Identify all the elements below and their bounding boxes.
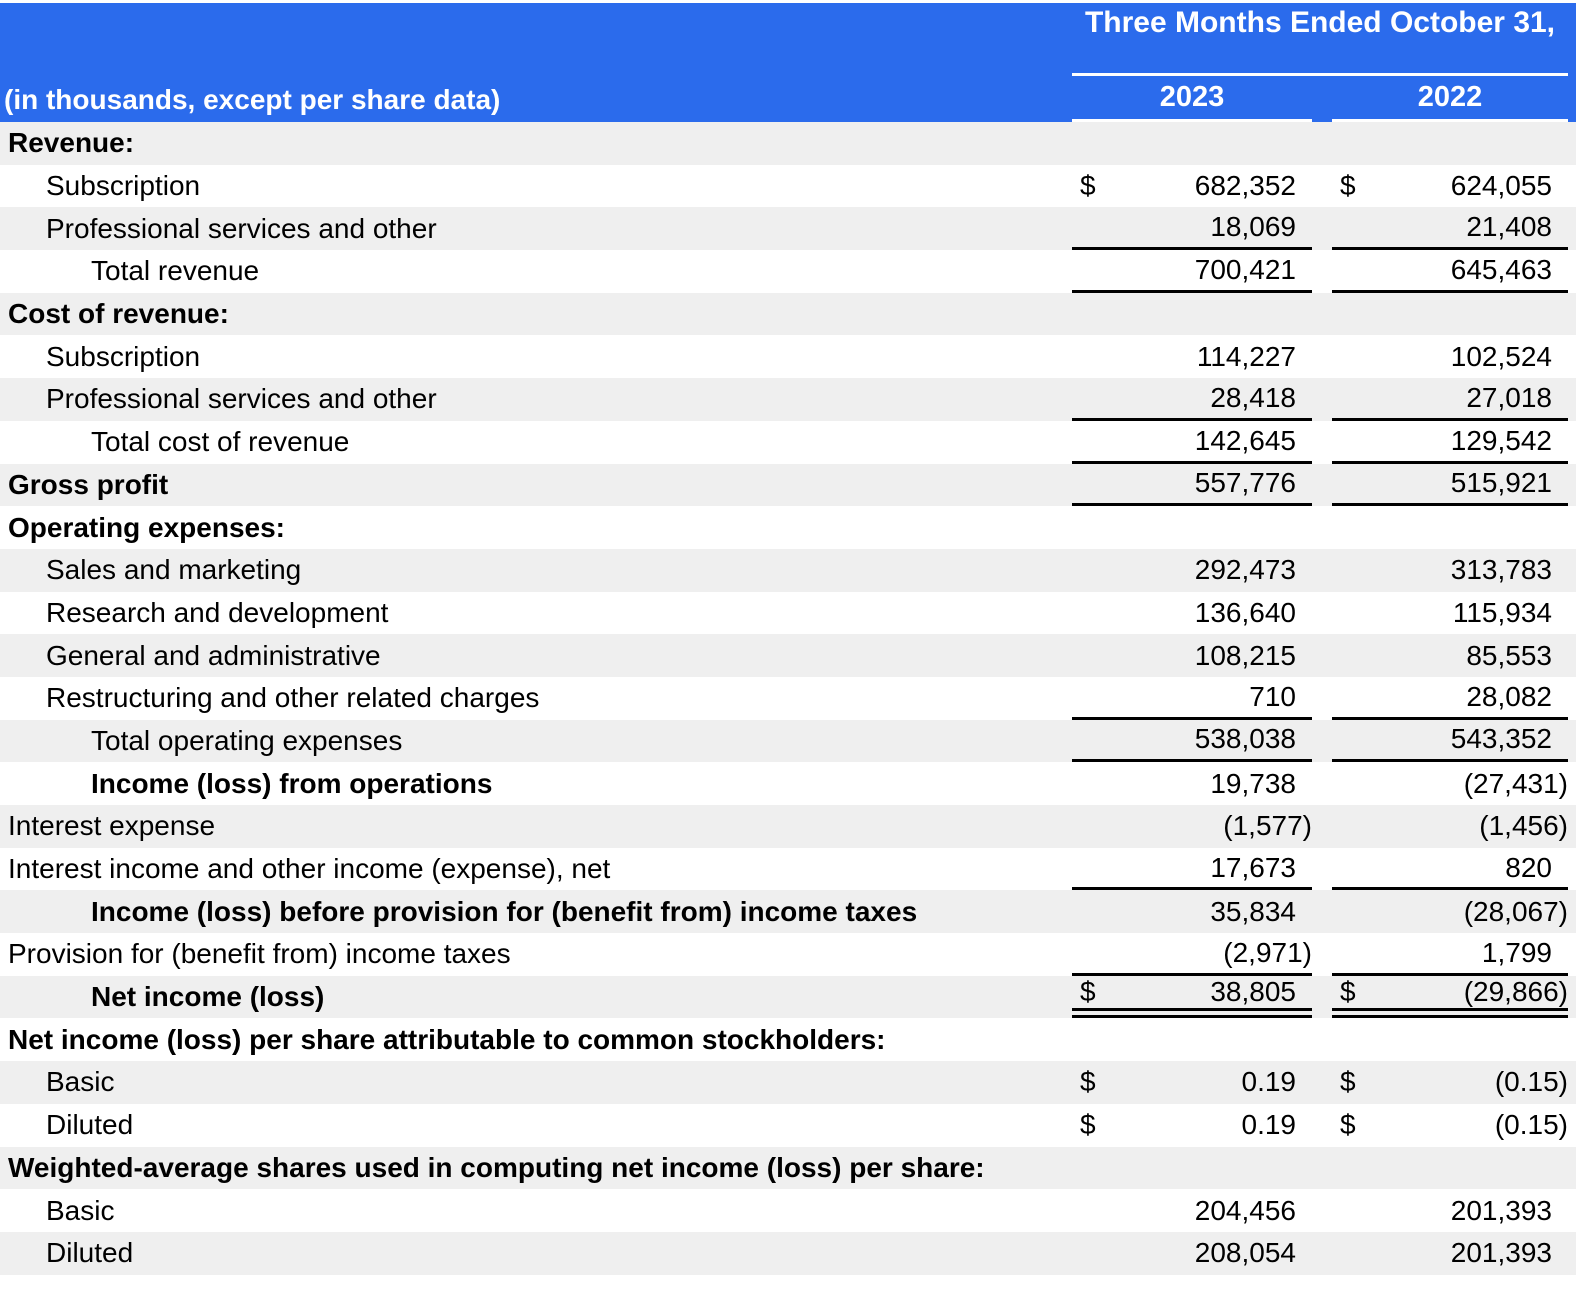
value-group-2023 (1072, 677, 1312, 720)
row-label: Total cost of revenue (91, 426, 350, 458)
value-2023: 682,352 (1194, 170, 1296, 202)
column-gap (1312, 1018, 1332, 1061)
table-row (0, 848, 1576, 891)
value-group-2022 (1332, 464, 1568, 507)
table-row (0, 805, 1576, 848)
table-row (0, 762, 1576, 805)
dollar-sign-2022: $ (1340, 170, 1356, 202)
value-group-2023 (1072, 762, 1312, 805)
table-row (0, 720, 1576, 763)
value-2022: (1,456) (1479, 810, 1568, 842)
row-label: Subscription (46, 340, 201, 372)
dollar-sign-2022: $ (1340, 976, 1356, 1008)
value-group-2023 (1072, 1104, 1312, 1147)
value-group-2022 (1332, 1061, 1568, 1104)
column-gap (1312, 207, 1332, 250)
header-period-columns (1072, 3, 1568, 122)
value-group-2023 (1072, 293, 1312, 336)
table-row (0, 890, 1576, 933)
row-label: Income (loss) before provision for (benefit from) income taxes (91, 895, 918, 927)
value-group-2022 (1332, 250, 1568, 293)
value-group-2023 (1072, 848, 1312, 891)
value-2022: (0.15) (1494, 1066, 1568, 1098)
value-2022: 129,542 (1450, 424, 1552, 456)
value-group-2023 (1072, 421, 1312, 464)
table-row (0, 1061, 1576, 1104)
column-gap (1312, 122, 1332, 165)
value-group-2023 (1072, 805, 1312, 848)
value-group-2022 (1332, 592, 1568, 635)
value-group-2022 (1332, 848, 1568, 891)
column-gap (1312, 848, 1332, 891)
value-group-2022 (1332, 976, 1568, 1019)
table-row (0, 250, 1576, 293)
value-group-2022 (1332, 1189, 1568, 1232)
row-label: Provision for (benefit from) income taxes (8, 938, 511, 970)
row-label: Basic (46, 1194, 115, 1226)
value-2022: 28,082 (1466, 680, 1552, 712)
table-row (0, 165, 1576, 208)
value-group-2023 (1072, 335, 1312, 378)
value-group-2022 (1332, 378, 1568, 421)
value-group-2023 (1072, 634, 1312, 677)
table-row (0, 1189, 1576, 1232)
dollar-sign-2023: $ (1080, 1066, 1096, 1098)
row-label: Interest expense (8, 810, 216, 842)
column-gap (1312, 1232, 1332, 1275)
column-gap (1312, 293, 1332, 336)
value-2022: 624,055 (1450, 170, 1552, 202)
value-group-2022 (1332, 1104, 1568, 1147)
value-2022: (0.15) (1494, 1109, 1568, 1141)
value-2023: 0.19 (1241, 1066, 1296, 1098)
value-group-2023 (1072, 720, 1312, 763)
value-2022: 820 (1505, 851, 1552, 883)
table-header (0, 3, 1576, 122)
value-group-2023 (1072, 549, 1312, 592)
value-group-2023 (1072, 122, 1312, 165)
value-group-2022 (1332, 506, 1568, 549)
year-headers (1072, 76, 1568, 122)
column-gap (1312, 165, 1332, 208)
year-header-2022: 2022 (1332, 76, 1568, 122)
value-2023: 114,227 (1196, 340, 1296, 372)
row-label: Professional services and other (46, 383, 437, 415)
value-2022: (29,866) (1463, 976, 1568, 1008)
value-group-2023 (1072, 1061, 1312, 1104)
table-row (0, 592, 1576, 635)
period-title: Three Months Ended October 31, (1084, 6, 1556, 39)
row-label: Net income (loss) per share attributable to common stockholders: (8, 1023, 886, 1055)
value-group-2022 (1332, 933, 1568, 976)
column-gap (1312, 1104, 1332, 1147)
row-label: Diluted (46, 1109, 134, 1141)
value-group-2023 (1072, 1232, 1312, 1275)
row-label: Income (loss) from operations (91, 767, 493, 799)
value-group-2022 (1332, 890, 1568, 933)
row-label: Basic (46, 1066, 115, 1098)
value-group-2022 (1332, 335, 1568, 378)
year-header-2023: 2023 (1072, 76, 1312, 122)
value-group-2022 (1332, 549, 1568, 592)
value-group-2022 (1332, 677, 1568, 720)
value-2022: 543,352 (1450, 723, 1552, 755)
table-row (0, 933, 1576, 976)
value-group-2023 (1072, 976, 1312, 1019)
row-label: Revenue: (8, 127, 135, 159)
value-2023: 292,473 (1194, 554, 1296, 586)
column-gap (1312, 1061, 1332, 1104)
value-2022: (28,067) (1463, 895, 1568, 927)
value-2023: 38,805 (1210, 976, 1296, 1008)
value-group-2022 (1332, 207, 1568, 250)
column-gap (1312, 464, 1332, 507)
value-2023: 17,673 (1210, 851, 1296, 883)
value-group-2023 (1072, 506, 1312, 549)
value-2023: 557,776 (1194, 467, 1296, 499)
value-2023: (2,971) (1223, 936, 1312, 968)
value-group-2022 (1332, 805, 1568, 848)
value-group-2023 (1072, 464, 1312, 507)
value-2023: 108,215 (1194, 639, 1296, 671)
row-label: Sales and marketing (46, 554, 302, 586)
column-gap (1312, 76, 1332, 122)
column-gap (1312, 506, 1332, 549)
column-gap (1312, 592, 1332, 635)
column-gap (1312, 933, 1332, 976)
value-2023: 19,738 (1210, 767, 1296, 799)
value-2022: 1,799 (1481, 936, 1552, 968)
table-row (0, 421, 1576, 464)
value-group-2023 (1072, 165, 1312, 208)
dollar-sign-2022: $ (1340, 1066, 1356, 1098)
value-group-2023 (1072, 592, 1312, 635)
value-2023: 35,834 (1210, 895, 1296, 927)
units-note: (in thousands, except per share data) (4, 84, 501, 115)
dollar-sign-2023: $ (1080, 976, 1096, 1008)
value-2022: 313,783 (1450, 554, 1552, 586)
value-2023: 28,418 (1210, 381, 1296, 413)
row-label: Weighted-average shares used in computing net income (loss) per share: (8, 1151, 985, 1183)
value-2022: 21,408 (1466, 211, 1552, 243)
value-2022: 115,934 (1452, 596, 1552, 628)
header-left-cell (0, 3, 1072, 122)
value-2023: 142,645 (1194, 424, 1296, 456)
row-label: Research and development (46, 596, 389, 628)
column-gap (1312, 335, 1332, 378)
value-group-2023 (1072, 933, 1312, 976)
table-row (0, 1147, 1576, 1190)
column-gap (1312, 890, 1332, 933)
column-gap (1312, 976, 1332, 1019)
value-2022: 201,393 (1450, 1194, 1552, 1226)
value-2023: 18,069 (1210, 211, 1296, 243)
table-row (0, 549, 1576, 592)
table-row (0, 335, 1576, 378)
column-gap (1312, 720, 1332, 763)
value-group-2022 (1332, 762, 1568, 805)
column-gap (1312, 378, 1332, 421)
value-group-2023 (1072, 1189, 1312, 1232)
value-group-2023 (1072, 890, 1312, 933)
value-2022: 201,393 (1450, 1237, 1552, 1269)
row-label: Subscription (46, 170, 201, 202)
row-label: Net income (loss) (91, 981, 325, 1013)
income-statement-table-body (0, 122, 1576, 1275)
column-gap (1312, 677, 1332, 720)
value-group-2022 (1332, 1147, 1568, 1190)
row-label: Interest income and other income (expense), net (8, 853, 611, 885)
value-2023: 208,054 (1194, 1237, 1296, 1269)
value-group-2022 (1332, 720, 1568, 763)
row-label: Restructuring and other related charges (46, 682, 540, 714)
table-row (0, 122, 1576, 165)
dollar-sign-2023: $ (1080, 170, 1096, 202)
value-2023: 204,456 (1194, 1194, 1296, 1226)
table-row (0, 634, 1576, 677)
row-label: Total revenue (91, 255, 260, 287)
table-row (0, 464, 1576, 507)
row-label: Operating expenses: (8, 511, 285, 543)
value-group-2023 (1072, 378, 1312, 421)
table-row (0, 1018, 1576, 1061)
row-label: General and administrative (46, 639, 381, 671)
column-gap (1312, 1189, 1332, 1232)
column-gap (1312, 250, 1332, 293)
row-label: Cost of revenue: (8, 298, 229, 330)
value-group-2022 (1332, 293, 1568, 336)
value-2022: 27,018 (1466, 381, 1552, 413)
value-group-2023 (1072, 1018, 1312, 1061)
value-group-2022 (1332, 421, 1568, 464)
value-2022: 645,463 (1450, 253, 1552, 285)
value-group-2022 (1332, 122, 1568, 165)
table-row (0, 1104, 1576, 1147)
row-label: Gross profit (8, 468, 169, 500)
row-label: Total operating expenses (91, 724, 403, 756)
value-2023: (1,577) (1223, 810, 1312, 842)
column-gap (1312, 549, 1332, 592)
table-row (0, 293, 1576, 336)
column-gap (1312, 1147, 1332, 1190)
dollar-sign-2022: $ (1340, 1109, 1356, 1141)
column-gap (1312, 805, 1332, 848)
value-group-2022 (1332, 165, 1568, 208)
value-2023: 538,038 (1194, 723, 1296, 755)
row-label: Professional services and other (46, 212, 437, 244)
table-row (0, 677, 1576, 720)
value-group-2022 (1332, 1232, 1568, 1275)
value-2023: 0.19 (1241, 1109, 1296, 1141)
value-2023: 710 (1249, 680, 1296, 712)
table-row (0, 976, 1576, 1019)
value-group-2023 (1072, 250, 1312, 293)
value-2023: 136,640 (1194, 596, 1296, 628)
row-label: Diluted (46, 1237, 134, 1269)
table-row (0, 506, 1576, 549)
table-row (0, 1232, 1576, 1275)
value-2022: 85,553 (1466, 639, 1552, 671)
value-group-2022 (1332, 1018, 1568, 1061)
value-2022: 515,921 (1450, 467, 1552, 499)
value-2022: (27,431) (1463, 767, 1568, 799)
value-2022: 102,524 (1450, 340, 1552, 372)
table-row (0, 207, 1576, 250)
table-row (0, 378, 1576, 421)
column-gap (1312, 762, 1332, 805)
value-group-2023 (1072, 1147, 1312, 1190)
dollar-sign-2023: $ (1080, 1109, 1096, 1141)
value-group-2023 (1072, 207, 1312, 250)
column-gap (1312, 634, 1332, 677)
value-2023: 700,421 (1194, 253, 1296, 285)
column-gap (1312, 421, 1332, 464)
value-group-2022 (1332, 634, 1568, 677)
